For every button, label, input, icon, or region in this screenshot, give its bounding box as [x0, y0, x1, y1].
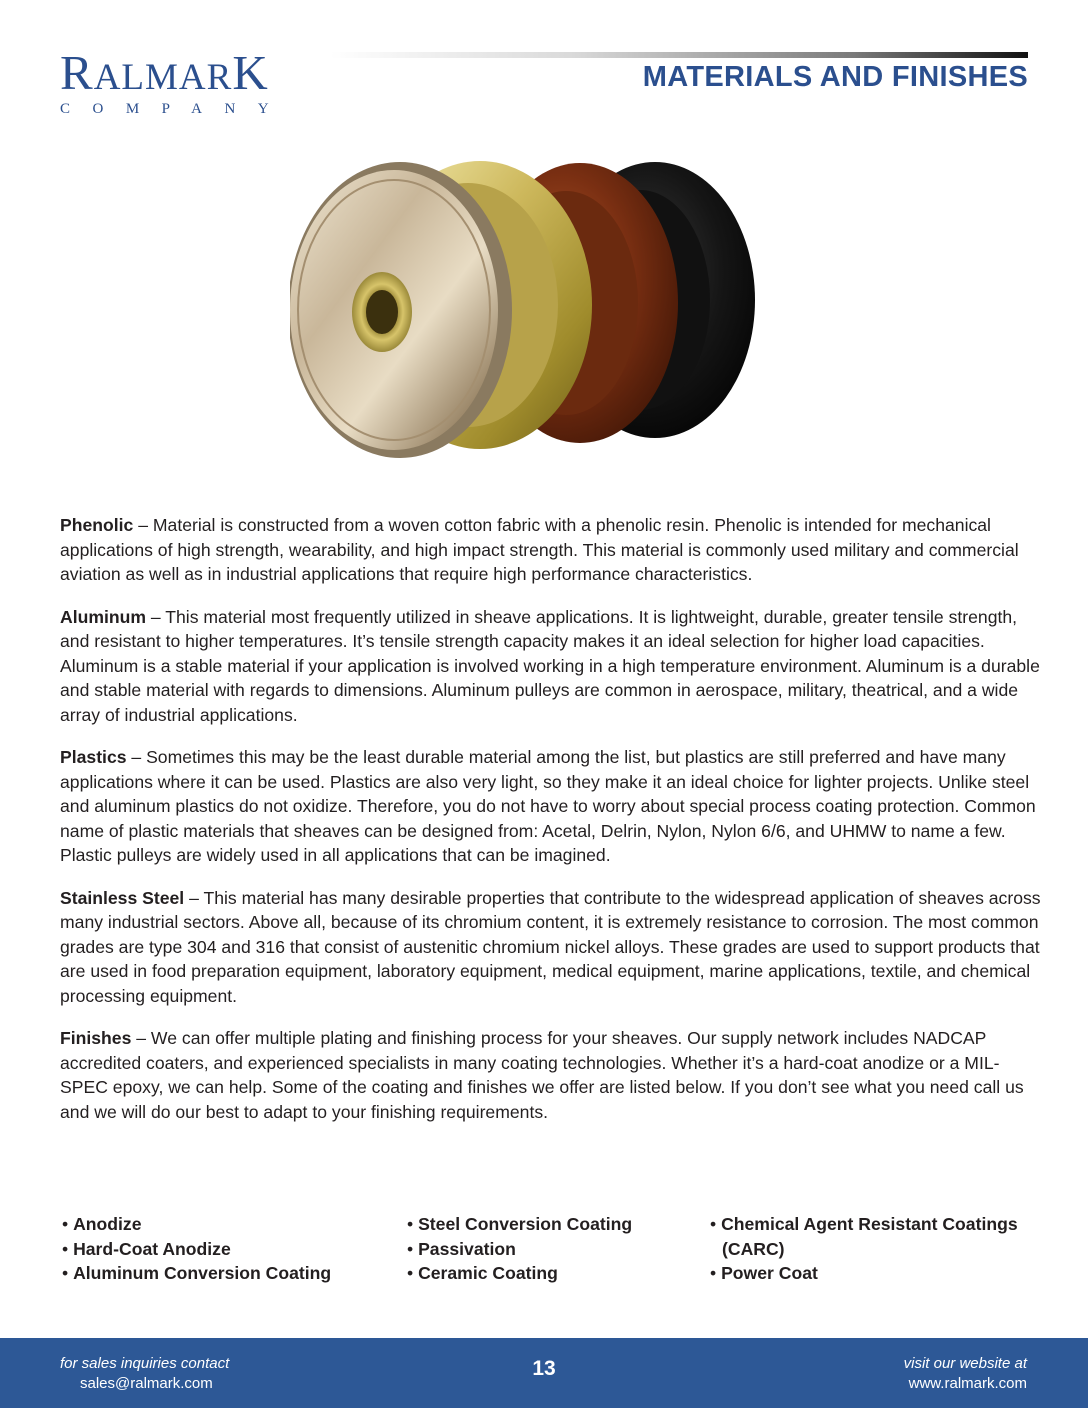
finishes-column-3 — [710, 1212, 1018, 1286]
paragraph-finishes — [60, 1026, 1045, 1124]
page-title: MATERIALS AND FINISHES — [642, 61, 1028, 93]
footer-sales-label: for sales inquiries contact — [60, 1355, 230, 1372]
text-finishes: – We can offer multiple plating and finishing process for your sheaves. Our supply network includes NADCAP accredited coaters, and experienced specialists in many coating technologies. Whether it’s a hard-coat anodize or a MIL-SPEC epoxy, we can help. Some of the coating and finishes we offer are listed below. If you don’t see what you need call us and we will do our best to adapt to your finishing requirements. — [60, 1028, 1024, 1122]
list-item: • Passivation — [407, 1237, 632, 1262]
heading-aluminum: Aluminum — [60, 606, 147, 627]
list-item: • Hard-Coat Anodize — [62, 1237, 331, 1262]
text-aluminum: – This material most frequently utilized in sheave applications. It is lightweight, durable, greater tensile strength, and resistant to higher temperatures. It’s tensile strength capacity makes it an ideal selection for higher load capacities. Aluminum is a stable material if your application is involved working in a high temperature environment. Aluminum is a durable and stable material with regards to dimensions. Aluminum pulleys are common in aerospace, military, theatrical, and a wide array of industrial applications. — [60, 606, 1040, 725]
finishes-column-2 — [407, 1212, 632, 1286]
website-link[interactable]: www.ralmark.com — [908, 1375, 1027, 1392]
paragraph-stainless-steel — [60, 886, 1045, 1009]
footer-website — [904, 1354, 1027, 1394]
paragraph-phenolic — [60, 513, 1045, 587]
finishes-column-1 — [62, 1212, 331, 1286]
logo-subtitle: COMPANY — [60, 101, 292, 117]
footer-website-label: visit our website at — [903, 1355, 1027, 1372]
list-item: • Power Coat — [710, 1261, 1018, 1286]
list-item: • Chemical Agent Resistant Coatings — [710, 1212, 1018, 1237]
list-item: • Steel Conversion Coating — [407, 1212, 632, 1237]
page-footer — [0, 1338, 1088, 1408]
sheaves-product-image — [290, 160, 810, 460]
logo-wordmark: RALMARK — [60, 45, 269, 100]
heading-plastics: Plastics — [60, 747, 127, 767]
heading-finishes: Finishes — [60, 1028, 132, 1048]
text-phenolic: – Material is constructed from a woven cotton fabric with a phenolic resin. Phenolic is intended for mechanical applications of high strength, wearability, and high impact strength. This material is commonly used military and commercial aviation as well as in industrial applications that require high performance characteristics. — [60, 515, 1019, 584]
header-gradient-bar — [330, 52, 1028, 58]
heading-stainless-steel: Stainless Steel — [60, 887, 185, 908]
list-item: • Anodize — [62, 1212, 331, 1237]
list-item-continuation: (CARC) — [722, 1238, 785, 1259]
paragraph-plastics — [60, 745, 1045, 868]
heading-phenolic: Phenolic — [60, 515, 134, 535]
list-item: • Aluminum Conversion Coating — [62, 1261, 331, 1286]
sales-email-link[interactable]: sales@ralmark.com — [80, 1375, 213, 1392]
page-number: 13 — [532, 1357, 556, 1380]
company-logo — [60, 45, 320, 118]
list-item: • Ceramic Coating — [407, 1261, 632, 1286]
text-plastics: – Sometimes this may be the least durable material among the list, but plastics are still preferred and have many applications where it can be used. Plastics are also very light, so they make it an ideal choice for lighter projects. Unlike steel and aluminum plastics do not oxidize. Therefore, you do not have to worry about special process coating protection. Common name of plastic materials that sheaves can be designed from: Acetal, Delrin, Nylon, Nylon 6/6, and UHMW to name a few. Plastic pulleys are widely used in all applications that can be imagined. — [60, 747, 1036, 865]
paragraph-aluminum — [60, 605, 1045, 728]
materials-description — [60, 513, 1045, 1142]
text-stainless-steel: – This material has many desirable properties that contribute to the widespread application of sheaves across many industrial sectors. Above all, because of its chromium content, it is extremely resistance to corrosion. The most common grades are type 304 and 316 that consist of austenitic chromium nickel alloys. These grades are used to support products that are used in food preparation equipment, laboratory equipment, medical equipment, marine applications, textile, and chemical processing equipment. — [60, 887, 1041, 1006]
